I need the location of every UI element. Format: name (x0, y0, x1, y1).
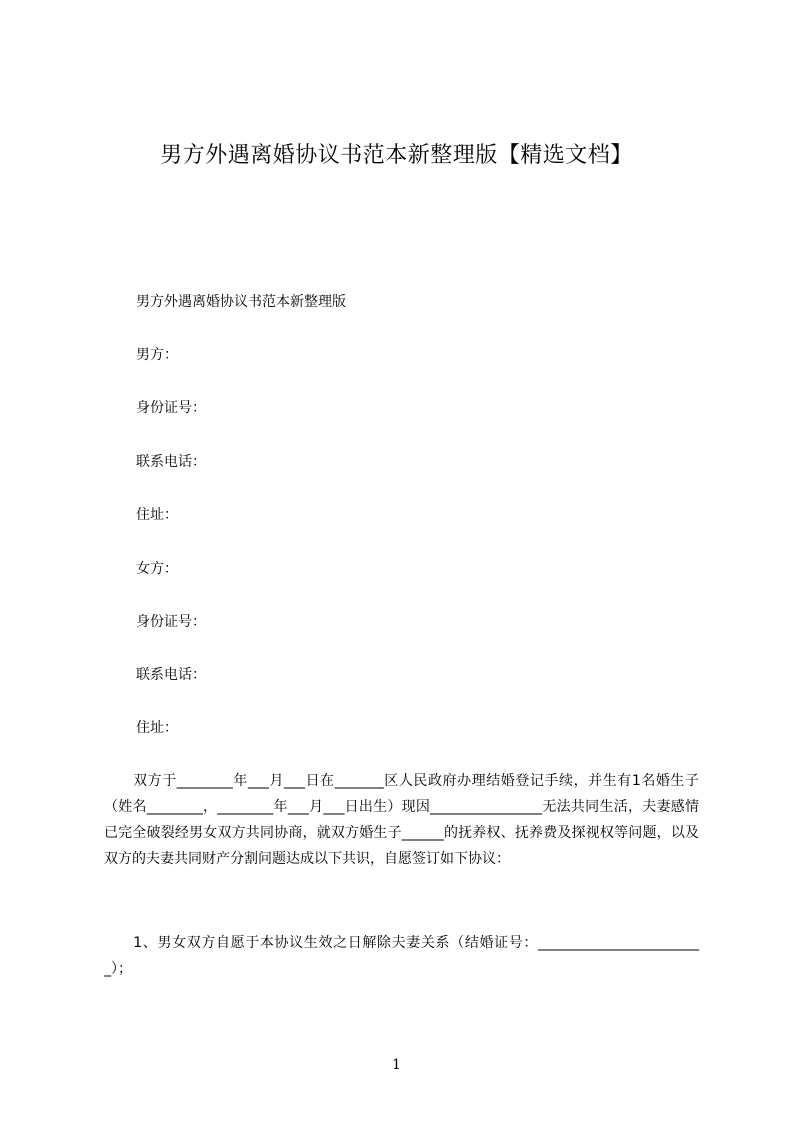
page-number: 1 (392, 1057, 401, 1073)
intro-paragraph (104, 768, 699, 872)
husband-address-label: 住址： (136, 507, 178, 523)
document-title: 男方外遇离婚协议书范本新整理版【精选文档】 (160, 143, 633, 168)
intro-paragraph-text: 双方于________年___月___日在_______区人民政府办理结婚登记手续，并生有1名婚生子（姓名________，________年___月___日出生）现因________________无法共同生活，夫妻感情已完全破裂经男女双方共同协商，就双方婚生子______的抚养权、抚养费及探视权等问题，以及双方的夫妻共同财产分割问题达成以下共识，自愿签订如下协议： (104, 773, 699, 867)
wife-phone-label: 联系电话： (136, 667, 206, 683)
wife-address-label: 住址： (136, 720, 178, 736)
husband-label: 男方： (136, 347, 178, 363)
document-subtitle: 男方外遇离婚协议书范本新整理版 (136, 294, 346, 310)
husband-id-label: 身份证号： (136, 400, 206, 416)
clause-1-paragraph (104, 930, 699, 982)
wife-label: 女方： (136, 561, 178, 577)
wife-id-label: 身份证号： (136, 614, 206, 630)
husband-phone-label: 联系电话： (136, 454, 206, 470)
clause-1-text: 1、男女双方自愿于本协议生效之日解除夫妻关系（结婚证号：________________________）； (104, 935, 699, 977)
